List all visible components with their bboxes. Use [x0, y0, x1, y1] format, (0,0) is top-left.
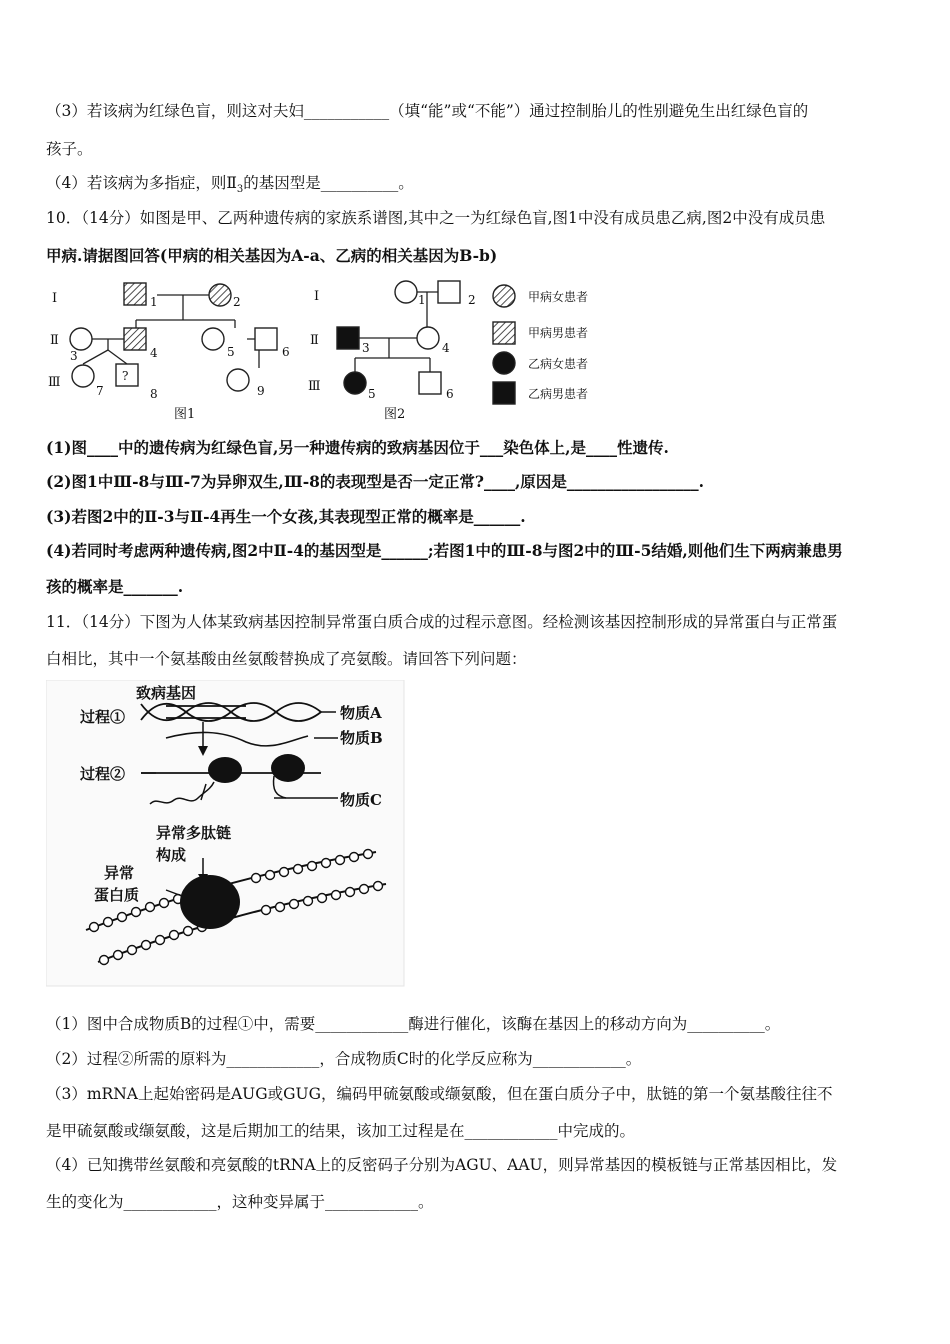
- fig1-caption: 图1: [174, 407, 196, 422]
- q10-intro-line2: 甲病.请据图回答(甲病的相关基因为A-a、乙病的相关基因为B-b): [46, 246, 498, 265]
- fig1-gen-III: Ⅲ: [48, 375, 61, 390]
- q11-part3-line2: 是甲硫氨酸或缬氨酸，这是后期加工的结果，该加工过程是在____________中完成的。: [46, 1122, 636, 1140]
- label-gene: 致病基因: [136, 684, 197, 702]
- fig2-II3-affected-male: [337, 327, 359, 349]
- legend-a-female-label: 甲病女患者: [528, 290, 589, 304]
- label-substance-c: 物质C: [340, 791, 382, 809]
- q9-part3-line1: （3）若该病为红绿色盲，则这对夫妇___________（填“能”或“不能”）通过控制胎儿的性别避免生出红绿色盲的: [46, 102, 809, 120]
- fig1-label-7: 7: [96, 384, 104, 398]
- q9-part4-post: 的基因型是__________。: [243, 174, 414, 192]
- fig2-label-5: 5: [368, 387, 376, 401]
- fig1-III9-female: [227, 369, 249, 391]
- fig2-label-6: 6: [446, 387, 454, 401]
- fig2-gen-II: Ⅱ: [310, 333, 319, 348]
- fig1-I2-affected-female: [209, 284, 231, 306]
- fig1-label-9: 9: [257, 384, 265, 398]
- fig1-label-2: 2: [233, 295, 241, 309]
- q10-part4-line2: 孩的概率是_______.: [46, 577, 184, 596]
- fig1-label-6: 6: [282, 345, 290, 359]
- fig1-II5-female: [202, 328, 224, 350]
- pedigree-figure: [40, 278, 620, 426]
- ribosome-2: [271, 754, 305, 782]
- label-polypeptide: 异常多肽链: [156, 824, 232, 842]
- abnormal-protein: [180, 875, 240, 929]
- fig1-II6-male: [255, 328, 277, 350]
- label-process1: 过程①: [80, 708, 126, 726]
- fig2-label-1: 1: [418, 293, 426, 307]
- fig1-II3-female: [70, 328, 92, 350]
- label-protein-line1: 异常: [104, 864, 135, 882]
- fig1-label-1: 1: [150, 295, 158, 309]
- legend-a-female-symbol: [493, 285, 515, 307]
- fig1-gen-II: Ⅱ: [50, 333, 59, 348]
- q11-part1: （1）图中合成物质B的过程①中，需要____________酶进行催化，该酶在基因上的移动方向为__________。: [46, 1015, 781, 1033]
- label-substance-a: 物质A: [340, 704, 382, 722]
- q10-part3: (3)若图2中的Ⅱ-3与Ⅱ-4再生一个女孩,其表现型正常的概率是______.: [46, 507, 526, 526]
- fig2-III6-male: [419, 372, 441, 394]
- label-process2: 过程②: [80, 765, 126, 783]
- legend-b-female-symbol: [493, 352, 515, 374]
- label-protein-line2: 蛋白质: [94, 886, 140, 904]
- fig2-label-3: 3: [362, 341, 370, 355]
- fig2-label-4: 4: [442, 341, 450, 355]
- fig2-I1-female: [395, 281, 417, 303]
- q9-part4-sub: 3: [236, 184, 244, 196]
- fig1-label-3: 3: [70, 349, 78, 363]
- fig1-label-8: 8: [150, 387, 158, 401]
- legend-b-male-symbol: [493, 382, 515, 404]
- q11-intro-line1: 11．（14分）下图为人体某致病基因控制异常蛋白质合成的过程示意图。经检测该基因控制形成的异常蛋白与正常蛋: [46, 613, 838, 631]
- fig2-I2-male: [438, 281, 460, 303]
- q10-part4-line1: (4)若同时考虑两种遗传病,图2中Ⅱ-4的基因型是______;若图1中的Ⅲ-8与图2中的Ⅲ-5结婚,则他们生下两病兼患男: [46, 541, 843, 560]
- q10-part2: (2)图1中Ⅲ-8与Ⅲ-7为异卵双生,Ⅲ-8的表现型是否一定正常?____,原因是_________________.: [46, 472, 705, 491]
- q11-intro-line2: 白相比，其中一个氨基酸由丝氨酸替换成了亮氨酸。请回答下列问题：: [46, 650, 527, 668]
- q11-part3-line1: （3）mRNA上起始密码是AUG或GUG，编码甲硫氨酸或缬氨酸，但在蛋白质分子中，肽链的第一个氨基酸往往不: [46, 1085, 833, 1103]
- label-forms: 构成: [156, 846, 187, 864]
- q11-part4-line1: （4）已知携带丝氨酸和亮氨酸的tRNA上的反密码子分别为AGU、AAU，则异常基因的模板链与正常基因相比，发: [46, 1156, 838, 1174]
- fig1-label-5: 5: [227, 345, 235, 359]
- fig1-II4-affected-male: [124, 328, 146, 350]
- q9-part4-pre: （4）若该病为多指症，则Ⅱ: [46, 174, 237, 192]
- fig1-gen-I: Ⅰ: [52, 291, 58, 306]
- q11-part4-line2: 生的变化为____________，这种变异属于____________。: [46, 1193, 434, 1211]
- fig2-gen-I: Ⅰ: [314, 289, 320, 304]
- legend-a-male-label: 甲病男患者: [528, 326, 589, 340]
- fig1-III7-female: [72, 365, 94, 387]
- q10-part1: (1)图____中的遗传病为红绿色盲,另一种遗传病的致病基因位于___染色体上,是____性遗传.: [46, 438, 669, 457]
- fig2-II4-female: [417, 327, 439, 349]
- protein-synthesis-diagram: [46, 680, 406, 988]
- q9-part4: [46, 172, 904, 201]
- fig1-label-4: 4: [150, 346, 158, 360]
- q10-intro-line1: 10．（14分）如图是甲、乙两种遗传病的家族系谱图,其中之一为红绿色盲,图1中没有成员患乙病,图2中没有成员患: [46, 209, 826, 227]
- fig2-caption: 图2: [384, 407, 406, 422]
- fig2-gen-III: Ⅲ: [308, 379, 321, 394]
- legend-b-male-label: 乙病男患者: [528, 387, 589, 401]
- fig2-III5-affected-female: [344, 372, 366, 394]
- fig2-label-2: 2: [468, 293, 476, 307]
- q11-part2: （2）过程②所需的原料为____________，合成物质C时的化学反应称为____________。: [46, 1050, 642, 1068]
- legend-a-male-symbol: [493, 322, 515, 344]
- label-substance-b: 物质B: [340, 729, 383, 747]
- q9-part3-line2: 孩子。: [46, 140, 93, 158]
- fig1-unknown-mark: ?: [122, 369, 129, 383]
- fig1-I1-affected-male: [124, 283, 146, 305]
- legend-b-female-label: 乙病女患者: [528, 357, 589, 371]
- ribosome-1: [208, 757, 242, 783]
